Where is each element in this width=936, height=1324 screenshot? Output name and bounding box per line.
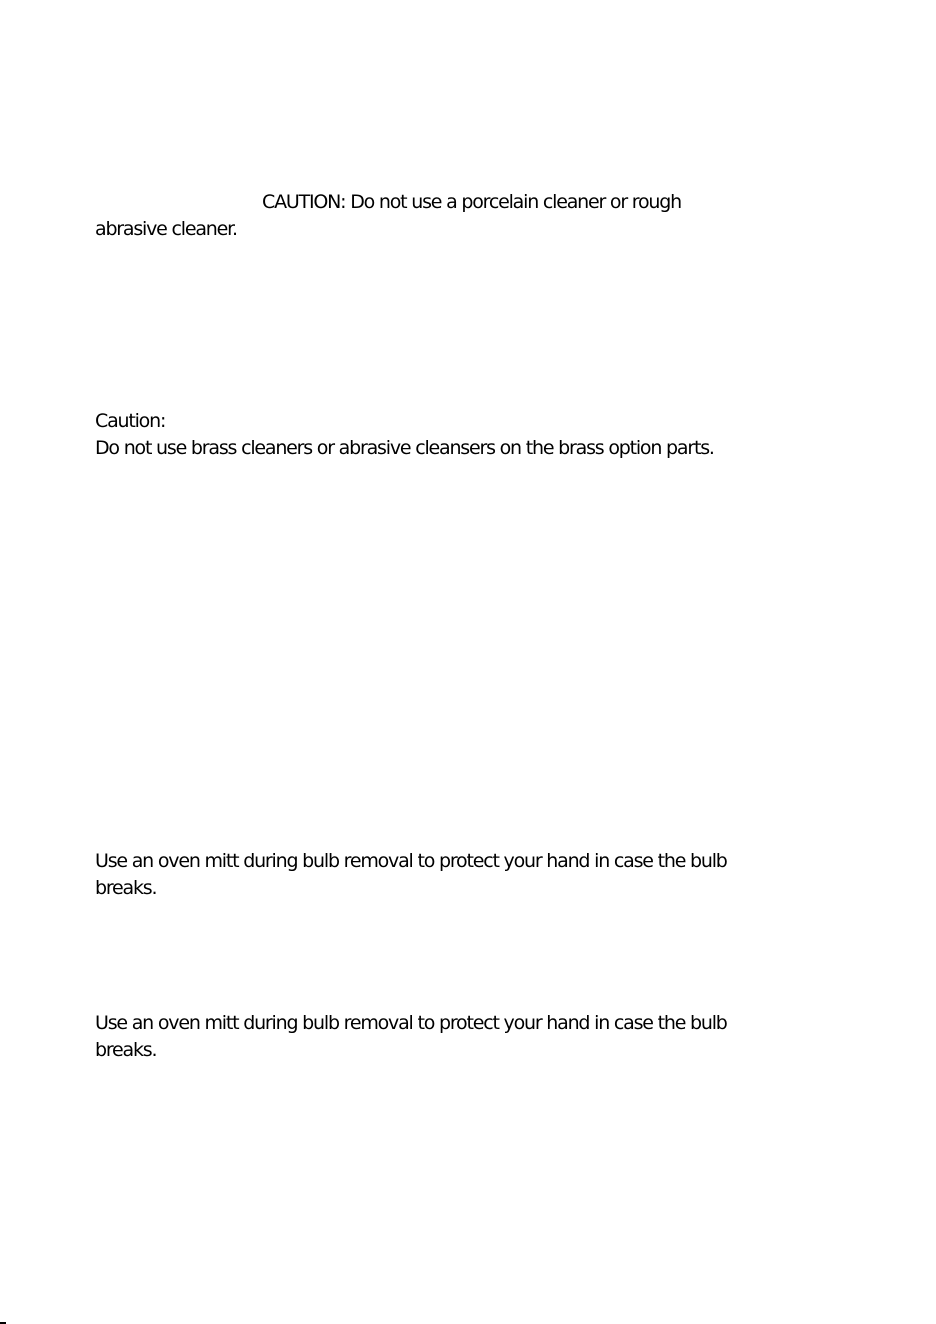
caution-porcelain-line-2: abrasive cleaner. (95, 218, 237, 240)
bulb-warning-1-line-1: Use an oven mitt during bulb removal to protect your hand in case the bulb (95, 850, 727, 872)
caution-brass-text: Do not use brass cleaners or abrasive cleansers on the brass option parts. (95, 437, 714, 459)
caution-porcelain-line-1: CAUTION: Do not use a porcelain cleaner or rough (262, 191, 681, 213)
bulb-warning-block-1 (95, 848, 795, 902)
caution-brass-block (95, 408, 795, 462)
bulb-warning-2-line-1: Use an oven mitt during bulb removal to protect your hand in case the bulb (95, 1012, 727, 1034)
caution-brass-heading: Caution: (95, 410, 166, 432)
bulb-warning-2-line-2: breaks. (95, 1039, 157, 1061)
bulb-warning-1-line-2: breaks. (95, 877, 157, 899)
bulb-warning-block-2 (95, 1010, 795, 1064)
caution-porcelain-block (95, 189, 795, 243)
